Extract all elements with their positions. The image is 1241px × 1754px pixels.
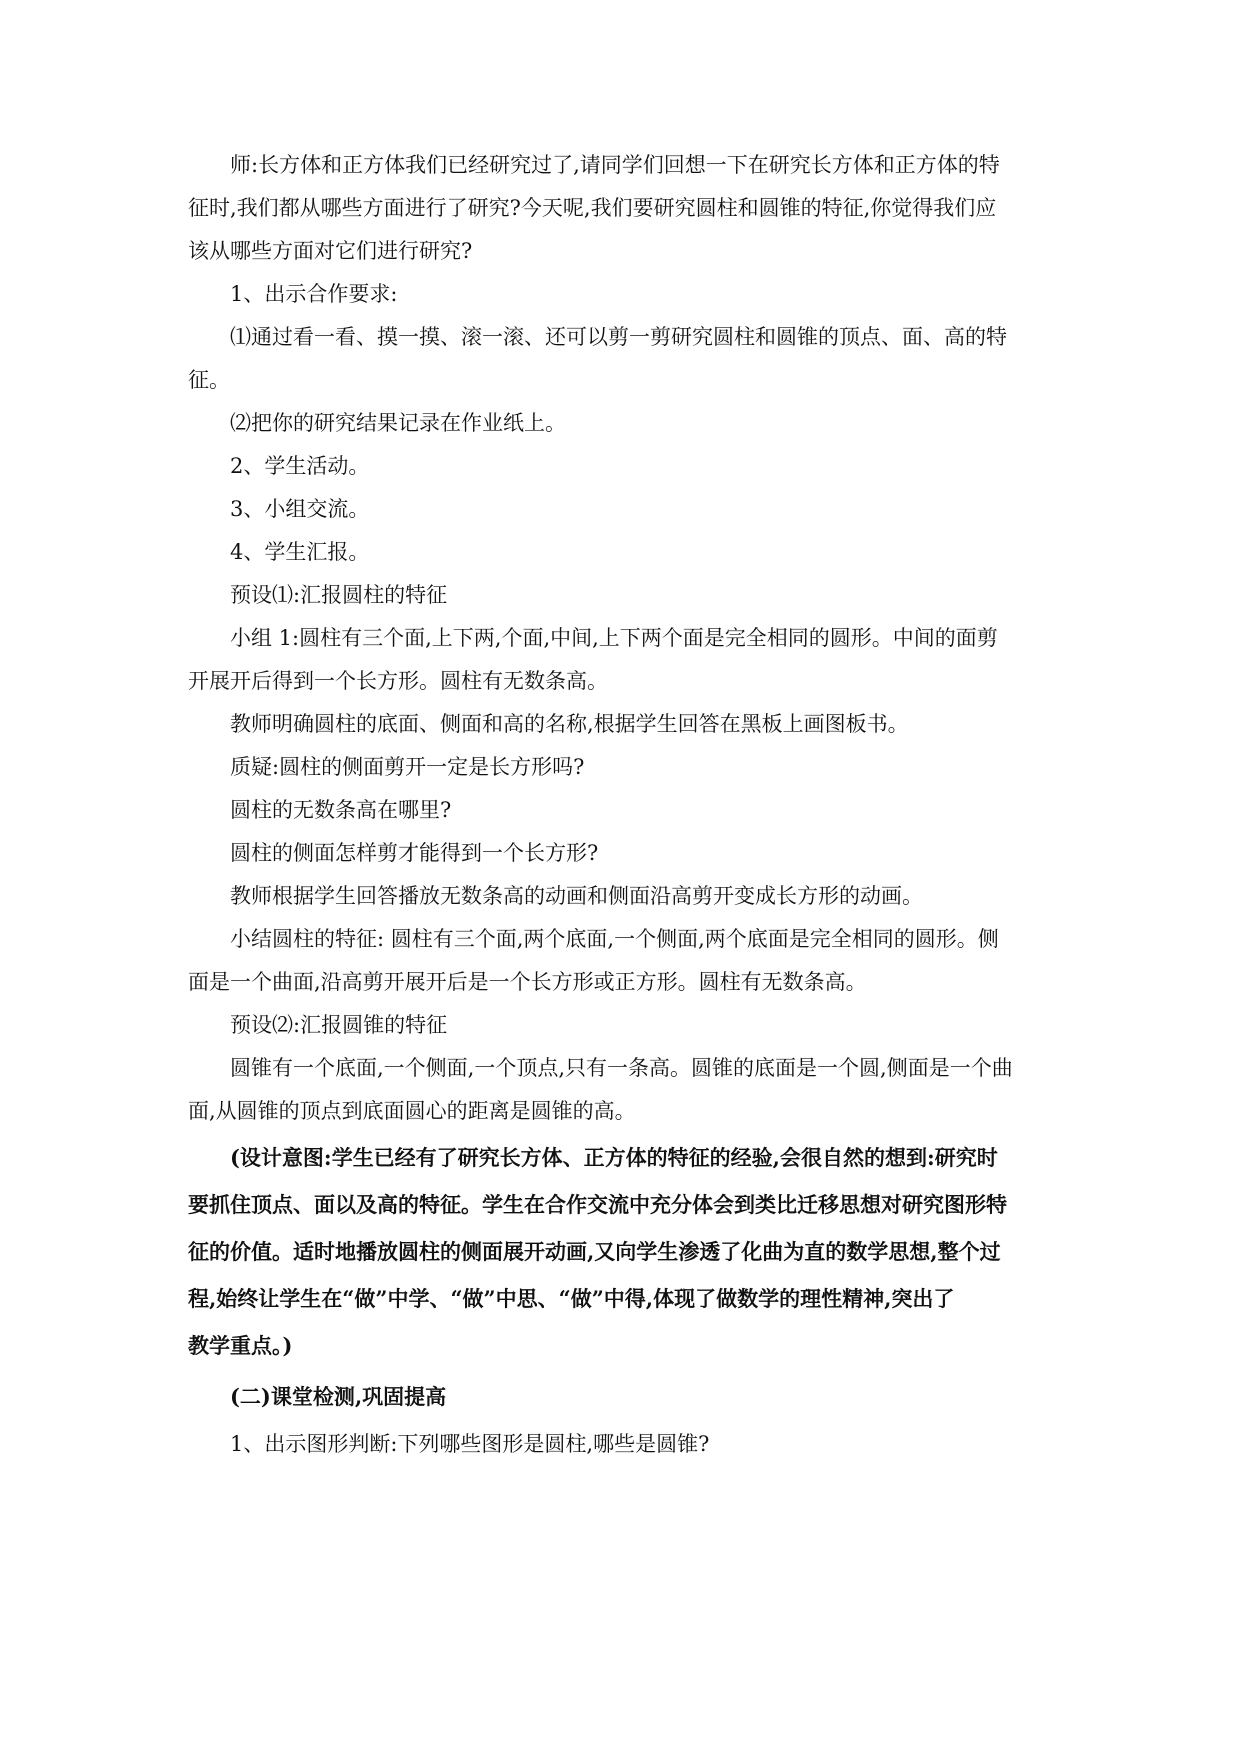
design-intent-line-1: (设计意图:学生已经有了研究长方体、正方体的特征的经验,会很自然的想到:研究时 [230, 1145, 998, 1170]
text-line-20: 面是一个曲面,沿高剪开展开后是一个长方形或正方形。圆柱有无数条高。 [188, 970, 867, 994]
text-line-1: 师:长方体和正方体我们已经研究过了,请同学们回想一下在研究长方体和正方体的特 [230, 153, 1000, 177]
text-line-18: 教师根据学生回答播放无数条高的动画和侧面沿高剪开变成长方形的动画。 [230, 884, 923, 908]
text-line-23: 面,从圆锥的顶点到底面圆心的距离是圆锥的高。 [188, 1099, 636, 1123]
section-heading: (二)课堂检测,巩固提高 [230, 1384, 447, 1409]
text-line-10: 4、学生汇报。 [230, 540, 370, 564]
text-line-21: 预设⑵:汇报圆锥的特征 [230, 1013, 448, 1037]
design-intent-line-5: 教学重点。) [188, 1333, 293, 1358]
text-line-16: 圆柱的无数条高在哪里? [230, 798, 452, 822]
text-line-2: 征时,我们都从哪些方面进行了研究?今天呢,我们要研究圆柱和圆锥的特征,你觉得我们应 [188, 196, 997, 220]
design-intent-line-3: 征的价值。适时地播放圆柱的侧面展开动画,又向学生渗透了化曲为直的数学思想,整个过 [188, 1239, 1001, 1264]
text-line-last: 1、出示图形判断:下列哪些图形是圆柱,哪些是圆锥? [230, 1432, 710, 1456]
text-line-9: 3、小组交流。 [230, 497, 370, 521]
text-line-6: 征。 [188, 368, 230, 392]
text-line-5: ⑴通过看一看、摸一摸、滚一滚、还可以剪一剪研究圆柱和圆锥的顶点、面、高的特 [230, 325, 1007, 349]
text-line-14: 教师明确圆柱的底面、侧面和高的名称,根据学生回答在黑板上画图板书。 [230, 712, 909, 736]
text-line-4: 1、出示合作要求: [230, 282, 398, 306]
text-line-22: 圆锥有一个底面,一个侧面,一个顶点,只有一条高。圆锥的底面是一个圆,侧面是一个曲 [230, 1056, 1013, 1080]
text-line-11: 预设⑴:汇报圆柱的特征 [230, 583, 448, 607]
design-intent-line-2: 要抓住顶点、面以及高的特征。学生在合作交流中充分体会到类比迁移思想对研究图形特 [188, 1192, 1007, 1217]
text-line-12: 小组 1:圆柱有三个面,上下两,个面,中间,上下两个面是完全相同的圆形。中间的面剪 [230, 626, 998, 650]
text-line-19: 小结圆柱的特征: 圆柱有三个面,两个底面,一个侧面,两个底面是完全相同的圆形。侧 [230, 927, 999, 951]
design-intent-line-4: 程,始终让学生在“做”中学、“做”中思、“做”中得,体现了做数学的理性精神,突出了 [188, 1286, 955, 1311]
text-line-3: 该从哪些方面对它们进行研究? [188, 239, 473, 263]
text-line-8: 2、学生活动。 [230, 454, 370, 478]
text-line-7: ⑵把你的研究结果记录在作业纸上。 [230, 411, 566, 435]
text-line-17: 圆柱的侧面怎样剪才能得到一个长方形? [230, 841, 599, 865]
text-line-15: 质疑:圆柱的侧面剪开一定是长方形吗? [230, 755, 585, 779]
text-line-13: 开展开后得到一个长方形。圆柱有无数条高。 [188, 669, 608, 693]
